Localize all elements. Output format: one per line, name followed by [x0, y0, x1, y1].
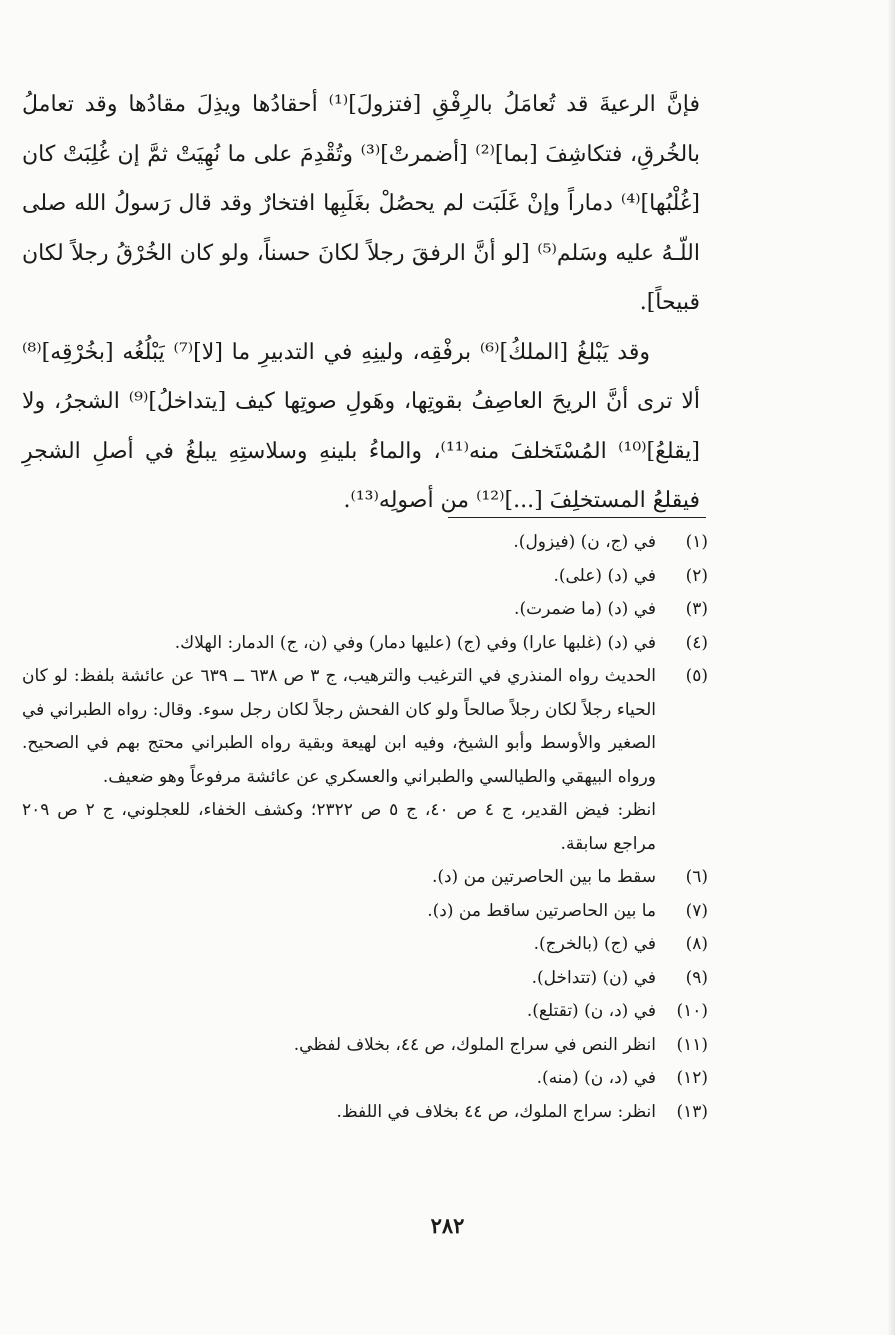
footnote-text: في (ج) (بالخرج). — [533, 934, 656, 954]
footnote-text: سقط ما بين الحاصرتين من (د). — [431, 867, 656, 887]
footnote-13 — [22, 1096, 708, 1130]
footnote-text: في (د) (غلبها عارا) وفي (ج) (عليها دمار) وفي (ن، ج) الدمار: الهلاك. — [174, 632, 656, 653]
footnote-number: (٦) — [685, 867, 708, 887]
footnote-number: (١٢) — [676, 1068, 708, 1088]
footnote-number: (٧) — [685, 900, 708, 921]
scan-edge-shadow — [887, 0, 895, 1335]
footnote-12 — [22, 1062, 708, 1096]
footnote-text: في (ج، ن) (فيزول). — [513, 532, 656, 552]
footnote-11 — [22, 1029, 708, 1063]
footnote-number: (١٣) — [676, 1101, 708, 1122]
footnote-5 — [22, 660, 708, 794]
footnote-separator — [448, 517, 706, 518]
footnote-2 — [22, 560, 708, 594]
footnote-5-continuation: انظر: فيض القدير، ج ٤ ص ٤٠، ج ٥ ص ٢٣٢٢؛ وكشف الخفاء، للعجلوني، ج ٢ ص ٢٠٩ مراجع سابقة. — [22, 800, 656, 854]
footnote-text: انظر: سراج الملوك، ص ٤٤ بخلاف في اللفظ. — [336, 1101, 656, 1122]
footnote-text: في (ن) (تتداخل). — [531, 967, 656, 988]
footnote-number: (٩) — [685, 967, 708, 988]
footnote-text: ما بين الحاصرتين ساقط من (د). — [427, 900, 656, 921]
footnote-text: في (د، ن) (تقتلع). — [526, 1001, 656, 1021]
footnote-text: في (د، ن) (منه). — [536, 1068, 656, 1088]
footnote-6 — [22, 861, 708, 895]
footnote-text: الحديث رواه المنذري في الترغيب والترهيب، ج ٣ ص ٦٣٨ ــ ٦٣٩ عن عائشة بلفظ: لو كان الحياء رجلاً لكان رجلاً صالحاً ولو كان الفحش رجلاً لكان رجل سوء. وقال: رواه الطبراني في الصغير والأوسط وأبو الشيخ، وفيه ابن لهيعة وبقية رواه الطبراني محتج بهم في الصحيح. ورواه البيهقي والطيالسي والطبراني والعسكري عن عائشة مرفوعاً وهو ضعيف. — [22, 666, 656, 787]
footnote-text: في (د) (على). — [553, 565, 656, 586]
footnote-text: في (د) (ما ضمرت). — [514, 599, 656, 619]
footnote-3 — [22, 593, 708, 627]
footnotes — [22, 526, 708, 1129]
paragraph-2: وقد يَبْلغُ [الملكُ]⁽⁶⁾ برفْقِه، ولينِهِ في التدبيرِ ما [لا]⁽⁷⁾ يَبْلُغُه [بخُرْقِه]⁽⁸⁾ ألا ترى أنَّ الريحَ العاصِفُ بقوتِها، وهَولِ صوتِها كيف [يتداخلُ]⁽⁹⁾ الشجرُ، ولا [يقلعُ]⁽¹⁰⁾ المُسْتَخلفَ منه⁽¹¹⁾، والماءُ بلينهِ وسلاستِهِ يبلغُ في أصلِ الشجرِ فيقلعُ المستخلِفَ [...]⁽¹²⁾ من أصولِه⁽¹³⁾. — [22, 339, 700, 513]
footnote-4 — [22, 627, 708, 661]
footnote-7 — [22, 895, 708, 929]
page-number: ٢٨٢ — [430, 1213, 465, 1238]
footnote-number: (٨) — [685, 934, 708, 954]
paragraph-1: فإنَّ الرعيةَ قد تُعامَلُ بالرِفْقِ [فتزولَ]⁽¹⁾ أحقادُها ويذِلَ مقادُها وقد تعاملُ بالخُرقِ، فتكاشِفَ [بما]⁽²⁾ [أضمرتْ]⁽³⁾ وتُقْدِمَ على ما نُهِيَتْ ثمَّ إن غُلِبَتْ كان [غُلْبُها]⁽⁴⁾ دماراً وإنْ غَلَبَت لم يحصُلْ بغَلَبِها افتخارٌ وقد قال رَسولُ الله صلى اللّـهُ عليه وسَلم⁽⁵⁾ [لو أنَّ الرفقَ رجلاً لكانَ حسناً، ولو كان الخُرْقُ رجلاً لكان قبيحاً]. — [22, 92, 700, 315]
footnote-9 — [22, 962, 708, 996]
main-text — [22, 80, 700, 526]
footnote-8 — [22, 928, 708, 962]
footnote-number: (١٠) — [676, 1001, 708, 1021]
footnote-number: (٥) — [685, 666, 708, 686]
footnote-1 — [22, 526, 708, 560]
footnote-number: (٢) — [685, 565, 708, 586]
footnote-number: (١) — [685, 532, 708, 552]
footnote-text: انظر النص في سراج الملوك، ص ٤٤، بخلاف لفظي. — [293, 1034, 656, 1055]
footnote-10 — [22, 995, 708, 1029]
footnote-number: (٤) — [685, 632, 708, 653]
footnote-number: (٣) — [685, 599, 708, 619]
footnote-number: (١١) — [676, 1034, 708, 1055]
